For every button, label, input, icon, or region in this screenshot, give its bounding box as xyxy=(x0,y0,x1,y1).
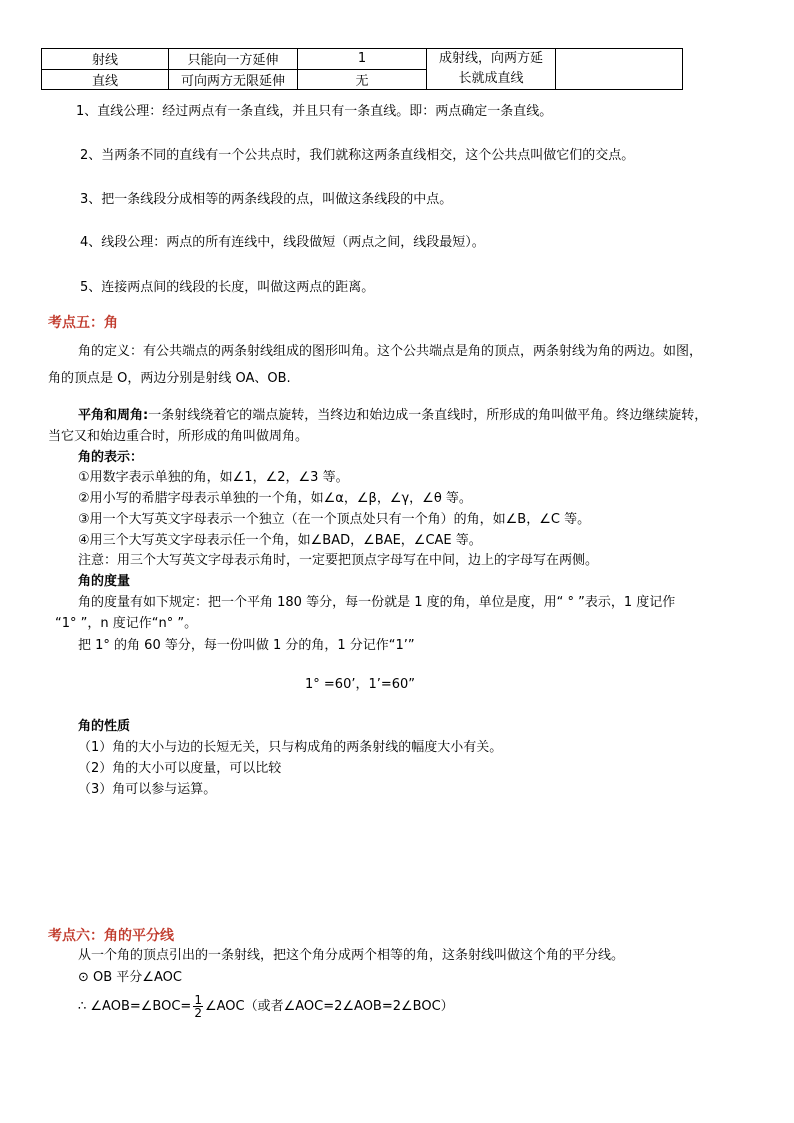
axiom-2: 2、当两条不同的直线有一个公共点时，我们就称这两条直线相交，这个公共点叫做它们的交点。 xyxy=(80,148,635,163)
props-title: 角的性质 xyxy=(78,719,131,734)
section5-title: 考点五：角 xyxy=(48,315,118,331)
bisector-conclusion xyxy=(78,994,454,1019)
repr-item: ①用数字表示单独的角，如∠1，∠2，∠3 等。 xyxy=(78,470,349,485)
conclusion-suffix: ∠AOC（或者∠AOC=2∠AOB=2∠BOC） xyxy=(204,999,454,1014)
measure-minute: 把 1° 的角 60 等分，每一份叫做 1 分的角，1 分记作“1’” xyxy=(78,638,415,653)
prop-item: （2）角的大小可以度量，可以比较 xyxy=(78,761,282,776)
prop-item: （3）角可以参与运算。 xyxy=(78,782,217,797)
axiom-3: 3、把一条线段分成相等的两条线段的点，叫做这条线段的中点。 xyxy=(80,192,453,207)
table-cell: 可向两方无限延伸 xyxy=(169,69,298,90)
repr-item: ④用三个大写英文字母表示任一个角，如∠BAD，∠BAE，∠CAE 等。 xyxy=(78,533,482,548)
table-cell-empty xyxy=(556,49,683,90)
flat-angle-term: 平角和周角: xyxy=(78,408,149,423)
repr-item: ③用一个大写英文字母表示一个独立（在一个顶点处只有一个角）的角，如∠B，∠C 等。 xyxy=(78,512,591,527)
flat-angle-cont: 当它又和始边重合时，所形成的角叫做周角。 xyxy=(48,429,309,444)
measure-text: 角的度量有如下规定：把一个平角 180 等分，每一份就是 1 度的角，单位是度，用“ ° ”表示，1 度记作 xyxy=(78,595,676,610)
axiom-4: 4、线段公理：两点的所有连线中，线段做短（两点之间，线段最短）。 xyxy=(80,235,485,250)
axiom-5: 5、连接两点间的线段的长度，叫做这两点的距离。 xyxy=(80,280,375,295)
angle-definition: 角的定义：有公共端点的两条射线组成的图形叫角。这个公共端点是角的顶点，两条射线为角的两边。如图， xyxy=(78,344,703,359)
prop-item: （1）角的大小与边的长短无关，只与构成角的两条射线的幅度大小有关。 xyxy=(78,740,503,755)
comparison-table xyxy=(41,48,683,90)
measure-formula: 1° =60’，1’=60” xyxy=(305,677,416,692)
table-cell: 无 xyxy=(298,69,427,90)
conclusion-prefix: ∴ ∠AOB=∠BOC= xyxy=(78,999,192,1014)
table-cell: 直线 xyxy=(42,69,169,90)
bisector-definition: 从一个角的顶点引出的一条射线，把这个角分成两个相等的角，这条射线叫做这个角的平分线。 xyxy=(78,948,625,963)
axiom-1: 1、直线公理：经过两点有一条直线，并且只有一条直线。即：两点确定一条直线。 xyxy=(76,104,553,119)
angle-definition-cont: 角的顶点是 O，两边分别是射线 OA、OB. xyxy=(48,371,291,386)
measure-text-cont: “1° ”，n 度记作“n° ”。 xyxy=(55,616,198,631)
repr-title: 角的表示： xyxy=(78,450,144,465)
section6-title: 考点六：角的平分线 xyxy=(48,928,174,944)
flat-angle-para xyxy=(78,408,707,424)
merged-cell-line: 成射线，向两方延 xyxy=(438,51,543,66)
table-merged-cell xyxy=(427,49,556,90)
flat-angle-text: 一条射线绕着它的端点旋转，当终边和始边成一条直线时，所形成的角叫做平角。终边继续旋转， xyxy=(148,408,708,423)
table-cell: 1 xyxy=(298,49,427,70)
repr-item: ②用小写的希腊字母表示单独的一个角，如∠α，∠β，∠γ，∠θ 等。 xyxy=(78,491,472,506)
one-half-fraction xyxy=(193,994,203,1019)
measure-title: 角的度量 xyxy=(78,574,131,589)
table-cell: 只能向一方延伸 xyxy=(169,49,298,70)
fraction-numerator: 1 xyxy=(194,993,202,1007)
bisector-given: ⊙ OB 平分∠AOC xyxy=(78,970,182,985)
fraction-denominator: 2 xyxy=(194,1006,202,1020)
merged-cell-line: 长就成直线 xyxy=(458,71,524,86)
table-cell: 射线 xyxy=(42,49,169,70)
repr-note: 注意：用三个大写英文字母表示角时，一定要把顶点字母写在中间，边上的字母写在两侧。 xyxy=(78,553,599,568)
